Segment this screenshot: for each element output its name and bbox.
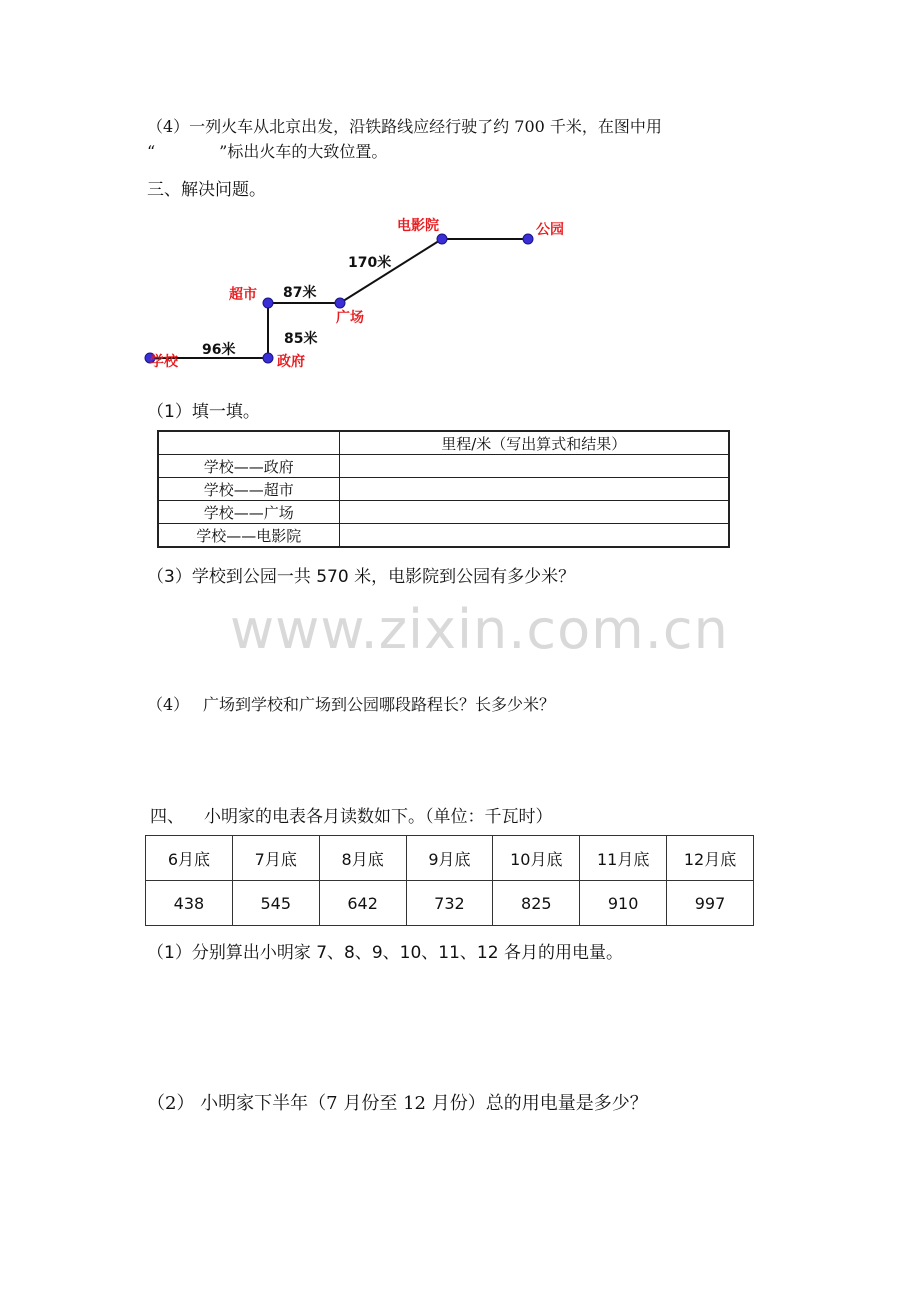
month-header: 8月底 (319, 836, 406, 881)
distance-supermarket-square: 87米 (283, 285, 317, 301)
fill-table-row-label: 学校——政府 (158, 455, 339, 478)
question-3-text: （3）学校到公园一共 570 米，电影院到公园有多少米？ (147, 567, 576, 587)
month-header: 7月底 (232, 836, 319, 881)
node-supermarket (263, 298, 273, 308)
fill-table-header-distance: 里程/米（写出算式和结果） (339, 431, 729, 455)
label-cinema: 电影院 (397, 218, 439, 234)
meter-reading: 438 (146, 881, 233, 926)
fill-table-header-route (158, 431, 339, 455)
section-4-question-2: （2） 小明家下半年（7 月份至 12 月份）总的用电量是多少？ (147, 1093, 648, 1114)
label-square: 广场 (336, 310, 364, 326)
line-square-cinema (340, 239, 442, 303)
fill-table-answer-cell[interactable] (339, 524, 729, 548)
node-government (263, 353, 273, 363)
month-header: 10月底 (493, 836, 580, 881)
meter-reading: 732 (406, 881, 493, 926)
section-3-title: 三、解决问题。 (147, 180, 266, 200)
question-4b-label: （4） (147, 695, 190, 714)
fill-table-answer-cell[interactable] (339, 501, 729, 524)
distance-fill-table (157, 430, 730, 548)
month-header: 12月底 (667, 836, 754, 881)
watermark: www.zixin.com.cn (230, 598, 729, 661)
meter-reading: 642 (319, 881, 406, 926)
node-cinema (437, 234, 447, 244)
meter-reading-table (145, 835, 754, 926)
fill-table-answer-cell[interactable] (339, 478, 729, 501)
month-header: 6月底 (146, 836, 233, 881)
label-supermarket: 超市 (229, 287, 257, 303)
label-park: 公园 (536, 222, 564, 238)
question-4-line-2: “ ”标出火车的大致位置。 (147, 142, 388, 161)
month-header: 9月底 (406, 836, 493, 881)
label-school: 学校 (150, 354, 178, 370)
question-4b-text: 广场到学校和广场到公园哪段路程长？长多少米？ (203, 695, 556, 714)
fill-table-row-label: 学校——超市 (158, 478, 339, 501)
node-square (335, 298, 345, 308)
fill-table-row-label: 学校——广场 (158, 501, 339, 524)
distance-government-supermarket: 85米 (284, 331, 318, 347)
meter-reading: 997 (667, 881, 754, 926)
route-map (140, 205, 600, 380)
distance-school-government: 96米 (202, 342, 236, 358)
question-1-title: （1）填一填。 (147, 402, 260, 422)
question-4-line-1: （4）一列火车从北京出发，沿铁路线应经行驶了约 700 千米，在图中用 (147, 117, 662, 136)
section-4-question-1: （1）分别算出小明家 7、8、9、10、11、12 各月的用电量。 (147, 943, 623, 963)
distance-square-cinema: 170米 (348, 255, 392, 271)
section-4-label: 四、 (150, 807, 184, 827)
month-header: 11月底 (580, 836, 667, 881)
section-4-title: 小明家的电表各月读数如下。（单位：千瓦时） (204, 807, 553, 827)
meter-reading: 910 (580, 881, 667, 926)
node-park (523, 234, 533, 244)
meter-reading: 545 (232, 881, 319, 926)
meter-reading: 825 (493, 881, 580, 926)
fill-table-row-label: 学校——电影院 (158, 524, 339, 548)
fill-table-answer-cell[interactable] (339, 455, 729, 478)
label-government: 政府 (277, 354, 305, 370)
